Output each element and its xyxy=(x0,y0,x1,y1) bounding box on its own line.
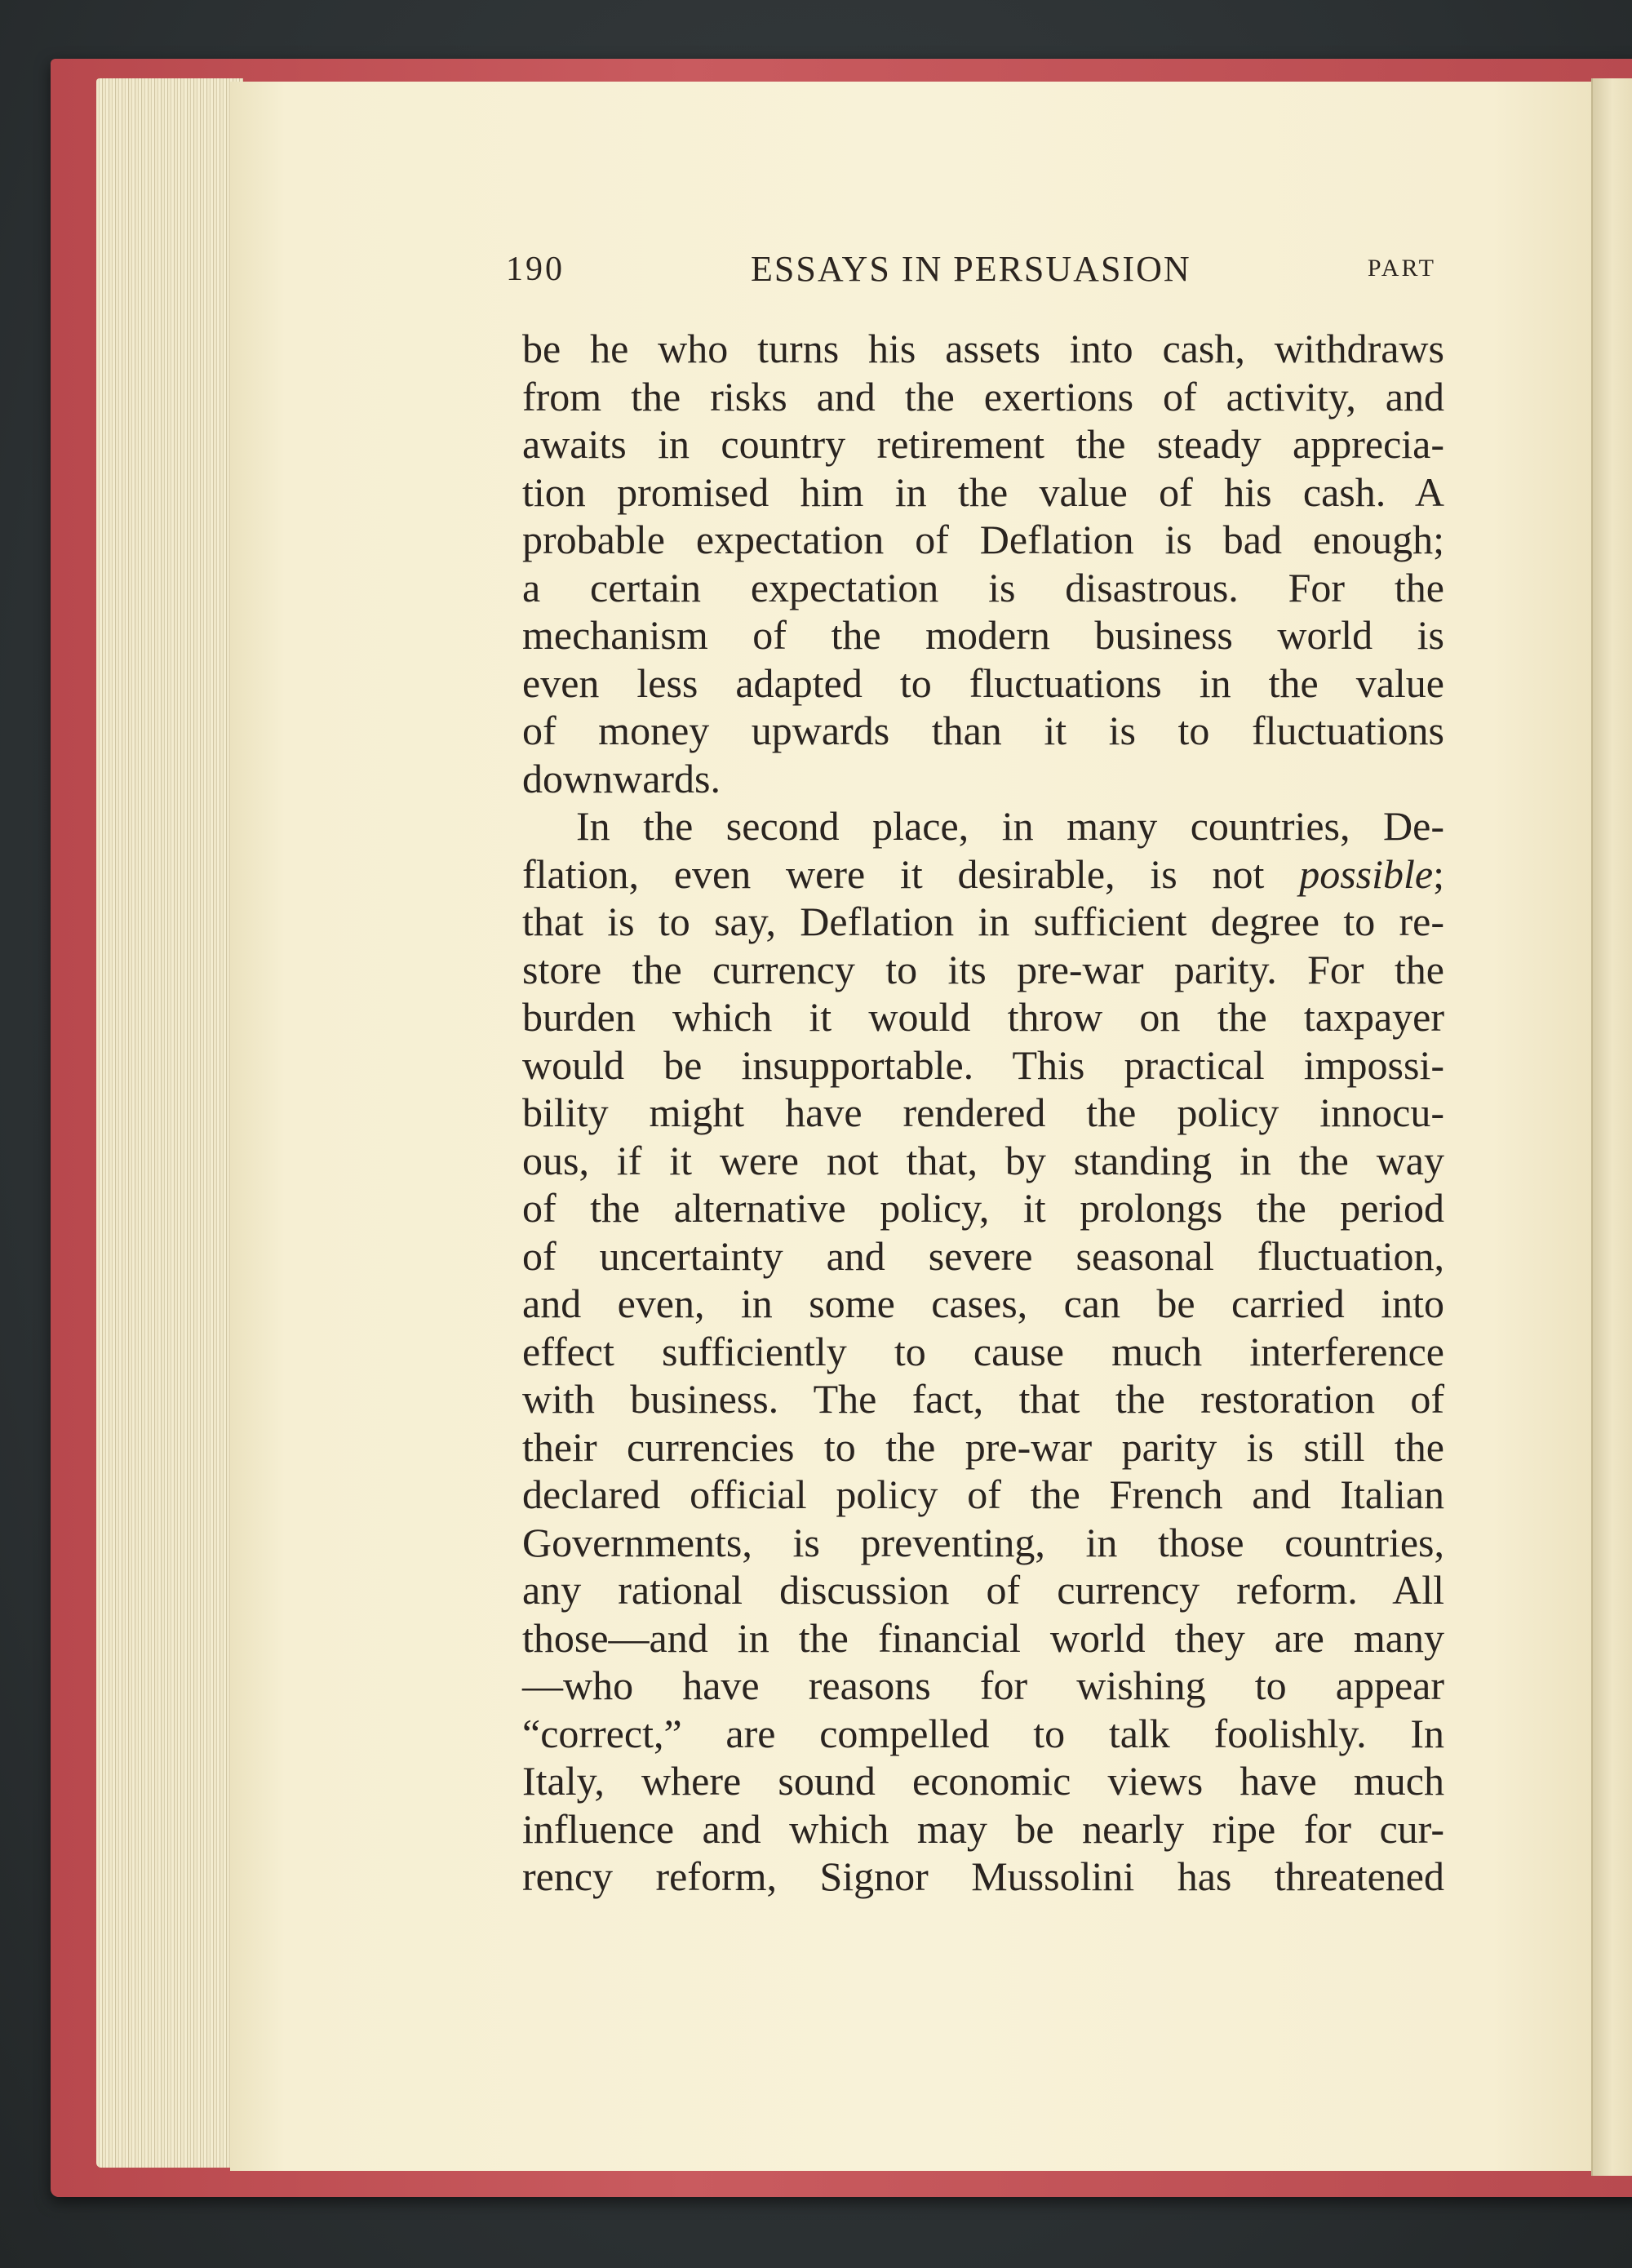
text-line: with business. The fact, that the restoration of xyxy=(522,1376,1444,1422)
text-line: tion promised him in the value of his cash. A xyxy=(522,468,1444,515)
page-header xyxy=(506,245,1436,310)
text-line: of uncertainty and severe seasonal fluctuation, xyxy=(522,1232,1444,1279)
text-line: bility might have rendered the policy innocu- xyxy=(522,1090,1444,1135)
text-line: burden which it would throw on the taxpayer xyxy=(522,994,1444,1040)
part-label: PART xyxy=(1367,255,1436,282)
text-line: from the risks and the exertions of activity, and xyxy=(522,373,1444,419)
text-line: Governments, is preventing, in those countries, xyxy=(522,1519,1444,1565)
text-line: any rational discussion of currency reform. All xyxy=(522,1567,1444,1613)
text-line: rency reform, Signor Mussolini has threatened xyxy=(522,1853,1444,1899)
text-line: flation, even were it desirable, is not possible; xyxy=(522,850,1444,897)
page-edges xyxy=(96,78,243,2168)
text-line: —who have reasons for wishing to appear xyxy=(522,1662,1444,1708)
text-line: be he who turns his assets into cash, withdraws xyxy=(522,326,1444,371)
page-number: 190 xyxy=(506,251,565,288)
facing-page-edge xyxy=(1591,78,1632,2176)
text-line: of the alternative policy, it prolongs the period xyxy=(522,1185,1444,1231)
text-line: would be insupportable. This practical impossi- xyxy=(522,1041,1444,1088)
text-line: influence and which may be nearly ripe for cur- xyxy=(522,1805,1444,1852)
text-line: their currencies to the pre-war parity is still the xyxy=(522,1423,1444,1470)
text-line: declared official policy of the French and Italian xyxy=(522,1471,1444,1517)
text-line: downwards. xyxy=(522,755,721,801)
text-line: even less adapted to fluctuations in the value xyxy=(522,659,1444,706)
text-line: those—and in the financial world they are many xyxy=(522,1614,1444,1661)
text-line: ous, if it were not that, by standing in the way xyxy=(522,1137,1444,1183)
body-text xyxy=(522,325,1444,1901)
text-line: probable expectation of Deflation is bad enough; xyxy=(522,517,1444,562)
text-line: In the second place, in many countries, De- xyxy=(576,803,1444,849)
text-line: Italy, where sound economic views have much xyxy=(522,1758,1444,1804)
text-line: mechanism of the modern business world is xyxy=(522,612,1444,658)
text-line: store the currency to its pre-war parity. For the xyxy=(522,946,1444,992)
text-line: effect sufficiently to cause much interference xyxy=(522,1328,1444,1374)
running-title: ESSAYS IN PERSUASION xyxy=(751,249,1191,289)
text-line: “correct,” are compelled to talk foolishly. In xyxy=(522,1710,1444,1756)
text-line: that is to say, Deflation in sufficient degree to re- xyxy=(522,899,1444,944)
text-line: awaits in country retirement the steady apprecia- xyxy=(522,421,1444,467)
text-line: of money upwards than it is to fluctuations xyxy=(522,708,1444,753)
text-line: a certain expectation is disastrous. For the xyxy=(522,564,1444,610)
text-line: and even, in some cases, can be carried into xyxy=(522,1280,1444,1326)
